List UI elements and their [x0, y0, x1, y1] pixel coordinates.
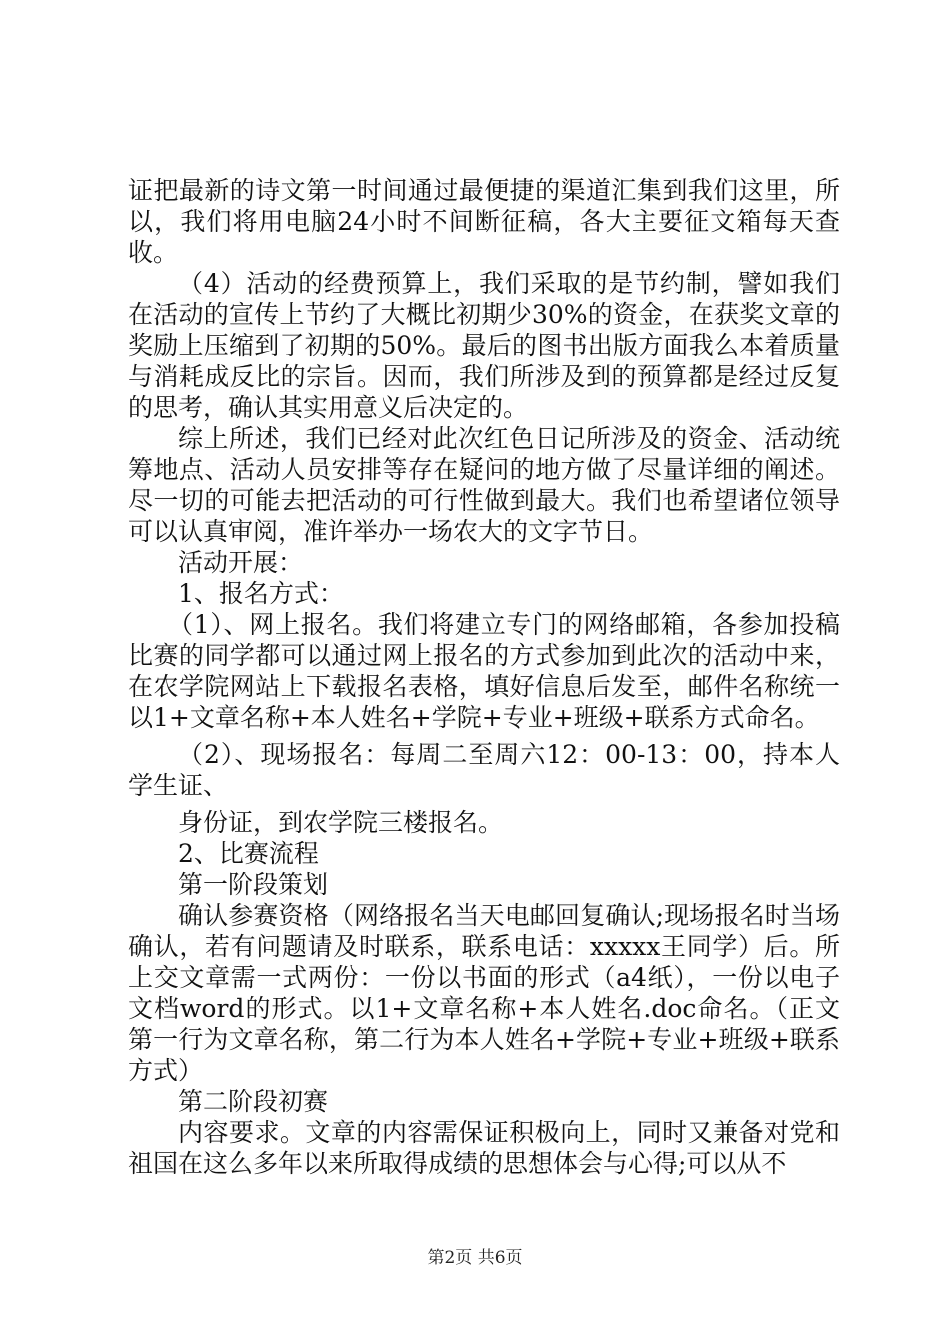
paragraph-qualification: 确认参赛资格（网络报名当天电邮回复确认;现场报名时当场确认，若有问题请及时联系，联系电话：xxxxx王同学）后。所上交文章需一式两份：一份以书面的形式（a4纸），一份以电子文档word的形式。以1+文章名称+本人姓名.doc命名。（正文第一行为文章名称，第二行为本人姓名+学院+专业+班级+联系方式） — [128, 901, 840, 1085]
document-body — [128, 175, 840, 1179]
paragraph-budget: （4）活动的经费预算上，我们采取的是节约制，譬如我们在活动的宣传上节约了大概比初期少30%的资金，在获奖文章的奖励上压缩到了初期的50%。最后的图书出版方面我么本着质量与消耗成反比的宗旨。因而，我们所涉及到的预算都是经过反复的思考，确认其实用意义后决定的。 — [128, 269, 840, 422]
heading-competition-process: 2、比赛流程 — [178, 839, 319, 868]
paragraph-id-card: 身份证，到农学院三楼报名。 — [178, 808, 504, 837]
paragraph-online-registration: （1）、网上报名。我们将建立专门的网络邮箱，各参加投稿比赛的同学都可以通过网上报名的方式参加到此次的活动中来，在农学院网站上下载报名表格，填好信息后发至，邮件名称统一以1+文章名称+本人姓名+学院+专业+班级+联系方式命名。 — [128, 610, 840, 732]
heading-registration: 1、报名方式： — [178, 579, 344, 608]
paragraph-continuation: 证把最新的诗文第一时间通过最便捷的渠道汇集到我们这里，所以，我们将用电脑24小时不间断征稿，各大主要征文箱每天查收。 — [128, 176, 840, 267]
heading-stage-one: 第一阶段策划 — [178, 870, 329, 899]
paragraph-onsite-registration: （2）、现场报名：每周二至周六12：00-13：00，持本人学生证、 — [128, 740, 840, 800]
heading-stage-two: 第二阶段初赛 — [178, 1087, 329, 1116]
page-footer — [0, 1243, 950, 1268]
page-number: 第2页 共6页 — [427, 1248, 523, 1268]
paragraph-content-requirements: 内容要求。文章的内容需保证积极向上，同时又兼备对党和祖国在这么多年以来所取得成绩的思想体会与心得;可以从不 — [128, 1118, 840, 1178]
paragraph-summary: 综上所述，我们已经对此次红色日记所涉及的资金、活动统筹地点、活动人员安排等存在疑问的地方做了尽量详细的阐述。尽一切的可能去把活动的可行性做到最大。我们也希望诸位领导可以认真审阅，准许举办一场农大的文字节日。 — [128, 424, 840, 546]
heading-activity: 活动开展： — [178, 548, 304, 577]
